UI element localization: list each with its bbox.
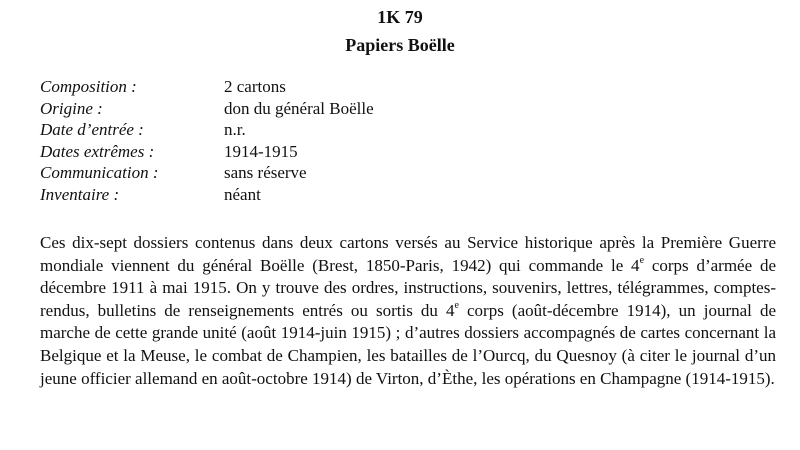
metadata-label: Origine : [40, 98, 103, 118]
superscript-e: e [639, 254, 645, 266]
description-text: corps d’armée de décembre 1911 à mai 1915. On y trouve des ordres, instructions, souvenirs, lettres, télégrammes, comptes-rendus, bulletins de renseignements entrés ou sortis du 4 [40, 255, 776, 320]
metadata-row-communication [40, 162, 760, 184]
metadata-row-inventaire [40, 184, 760, 206]
superscript-e: e [454, 300, 459, 312]
metadata-value: 1914-1915 [224, 141, 298, 161]
metadata-row-origine [40, 98, 760, 120]
metadata-label: Communication : [40, 163, 159, 182]
metadata-row-composition [40, 76, 760, 98]
metadata-label: Dates extrêmes : [40, 141, 155, 161]
description-text: corps (août-décembre 1914), un journal de marche de cette grande unité (août 1914-juin 1915) ; d’autres dossiers accompagnés de cartes concernant la Belgique et la Meuse, le combat de Champien, les batailles de l’Ourcq, du Quesnoy (à citer le journal d’un jeune officier allemand en août-octobre 1914) de Virton, d’Èthe, les opérations en Champagne (1914-1915). [40, 300, 776, 388]
metadata-value: don du général Boëlle [224, 98, 374, 118]
metadata-value: 2 cartons [224, 77, 286, 96]
metadata-label: Inventaire : [40, 184, 120, 204]
metadata-row-dates-extremes [40, 141, 760, 163]
metadata-value: sans réserve [224, 163, 307, 182]
metadata-value: néant [224, 184, 261, 204]
metadata-row-date-entree [40, 119, 760, 141]
document-title: Papiers Boëlle [345, 35, 455, 55]
metadata-value: n.r. [224, 120, 246, 139]
description-text: Ces dix-sept dossiers contenus dans deux cartons versés au Service historique après la Première Guerre mondiale viennent du général Boëlle (Brest, 1850-Paris, 1942) qui commande le 4 [40, 233, 776, 275]
metadata-label: Composition : [40, 77, 137, 96]
metadata-list [40, 76, 760, 205]
archive-reference: 1K 79 [377, 7, 423, 27]
description-paragraph [40, 232, 776, 390]
metadata-label: Date d’entrée : [40, 120, 144, 139]
